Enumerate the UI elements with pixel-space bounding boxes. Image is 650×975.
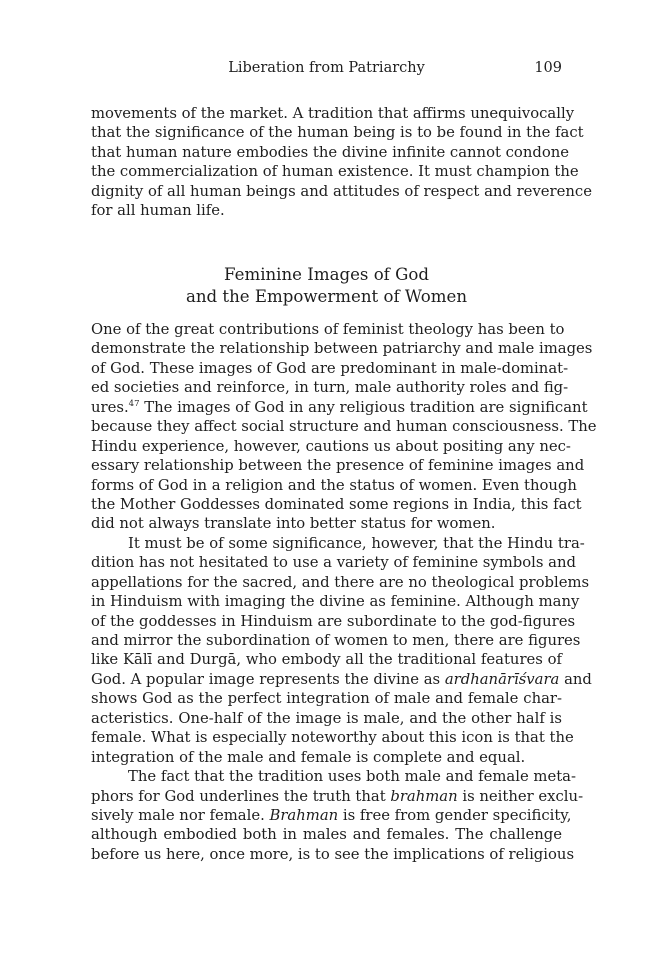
section-heading-line-1: Feminine Images of God [224,265,429,284]
text-line: that the significance of the human being is to be found in the fact [91,124,584,142]
section-heading-line-2: and the Empowerment of Women [185,287,468,306]
text-line: demonstrate the relationship between patriarchy and male images [91,340,593,358]
text-segment: God. A popular image represents the divine as [91,670,445,688]
text-line: shows God as the perfect integration of male and female char- [91,690,562,708]
text-line [91,670,592,689]
text-line: appellations for the sacred, and there are no theological problems [91,573,590,591]
text-line: integration of the male and female is complete and equal. [91,748,526,766]
text-line [91,787,584,806]
text-line: because they affect social structure and human consciousness. The [91,418,597,436]
text-line: although embodied both in males and females. The challenge [91,826,562,844]
text-line: It must be of some significance, however, that the Hindu tra- [128,534,585,552]
text-line: dignity of all human beings and attitudes of respect and reverence [91,182,592,200]
running-title: Liberation from Patriarchy [228,60,425,76]
text-line: and mirror the subordination of women to men, there are figures [91,632,581,649]
text-line: One of the great contributions of feminist theology has been to [91,321,565,338]
text-line: before us here, once more, is to see the implications of religious [91,845,575,863]
text-line: Hindu experience, however, cautions us about positing any nec- [91,437,571,455]
text-segment: and [559,670,592,688]
text-segment: is neither exclu- [457,787,584,805]
text-line: movements of the market. A tradition that affirms unequivocally [91,105,575,122]
text-line: essary relationship between the presence of feminine images and [91,457,585,475]
text-segment: sively male nor female. [91,806,270,824]
text-line: of the goddesses in Hinduism are subordinate to the god-figures [91,612,576,630]
text-line: ed societies and reinforce, in turn, male authority roles and fig- [91,379,569,397]
text-line: for all human life. [91,202,225,220]
text-line: female. What is especially noteworthy about this icon is that the [91,729,574,747]
text-segment: phors for God underlines the truth that [91,787,391,805]
italic-term: brahman [390,787,458,805]
text-line: of God. These images of God are predominant in male-dominat- [91,359,569,377]
text-segment: ures. [91,398,129,416]
text-segment: The images of God in any religious tradition are significant [139,398,588,416]
footnote-marker[interactable]: 47 [128,398,140,409]
text-line: in Hinduism with imaging the divine as feminine. Although many [91,593,580,611]
text-line [91,806,572,825]
text-line [91,398,588,417]
text-segment: is free from gender specificity, [338,806,572,824]
paragraph-feminist-theology [91,320,597,864]
text-line: that human nature embodies the divine infinite cannot condone [91,143,570,161]
text-line: did not always translate into better status for women. [91,515,496,533]
text-line: The fact that the tradition uses both male and female meta- [128,768,576,786]
text-line: dition has not hesitated to use a variety of feminine symbols and [91,554,576,572]
page-number: 109 [534,60,562,76]
italic-term: Brahman [269,806,339,824]
paragraph-market [91,104,592,221]
running-head [91,60,562,80]
italic-term: ardhanārīśvara [444,670,560,688]
text-line: forms of God in a religion and the status of women. Even though [91,476,577,494]
text-line: the commercialization of human existence. It must champion the [91,163,579,181]
text-line: like Kālī and Durgā, who embody all the traditional features of [91,651,562,669]
section-heading [91,264,562,308]
text-line: the Mother Goddesses dominated some regions in India, this fact [91,495,582,513]
text-line: acteristics. One-half of the image is male, and the other half is [91,709,562,727]
